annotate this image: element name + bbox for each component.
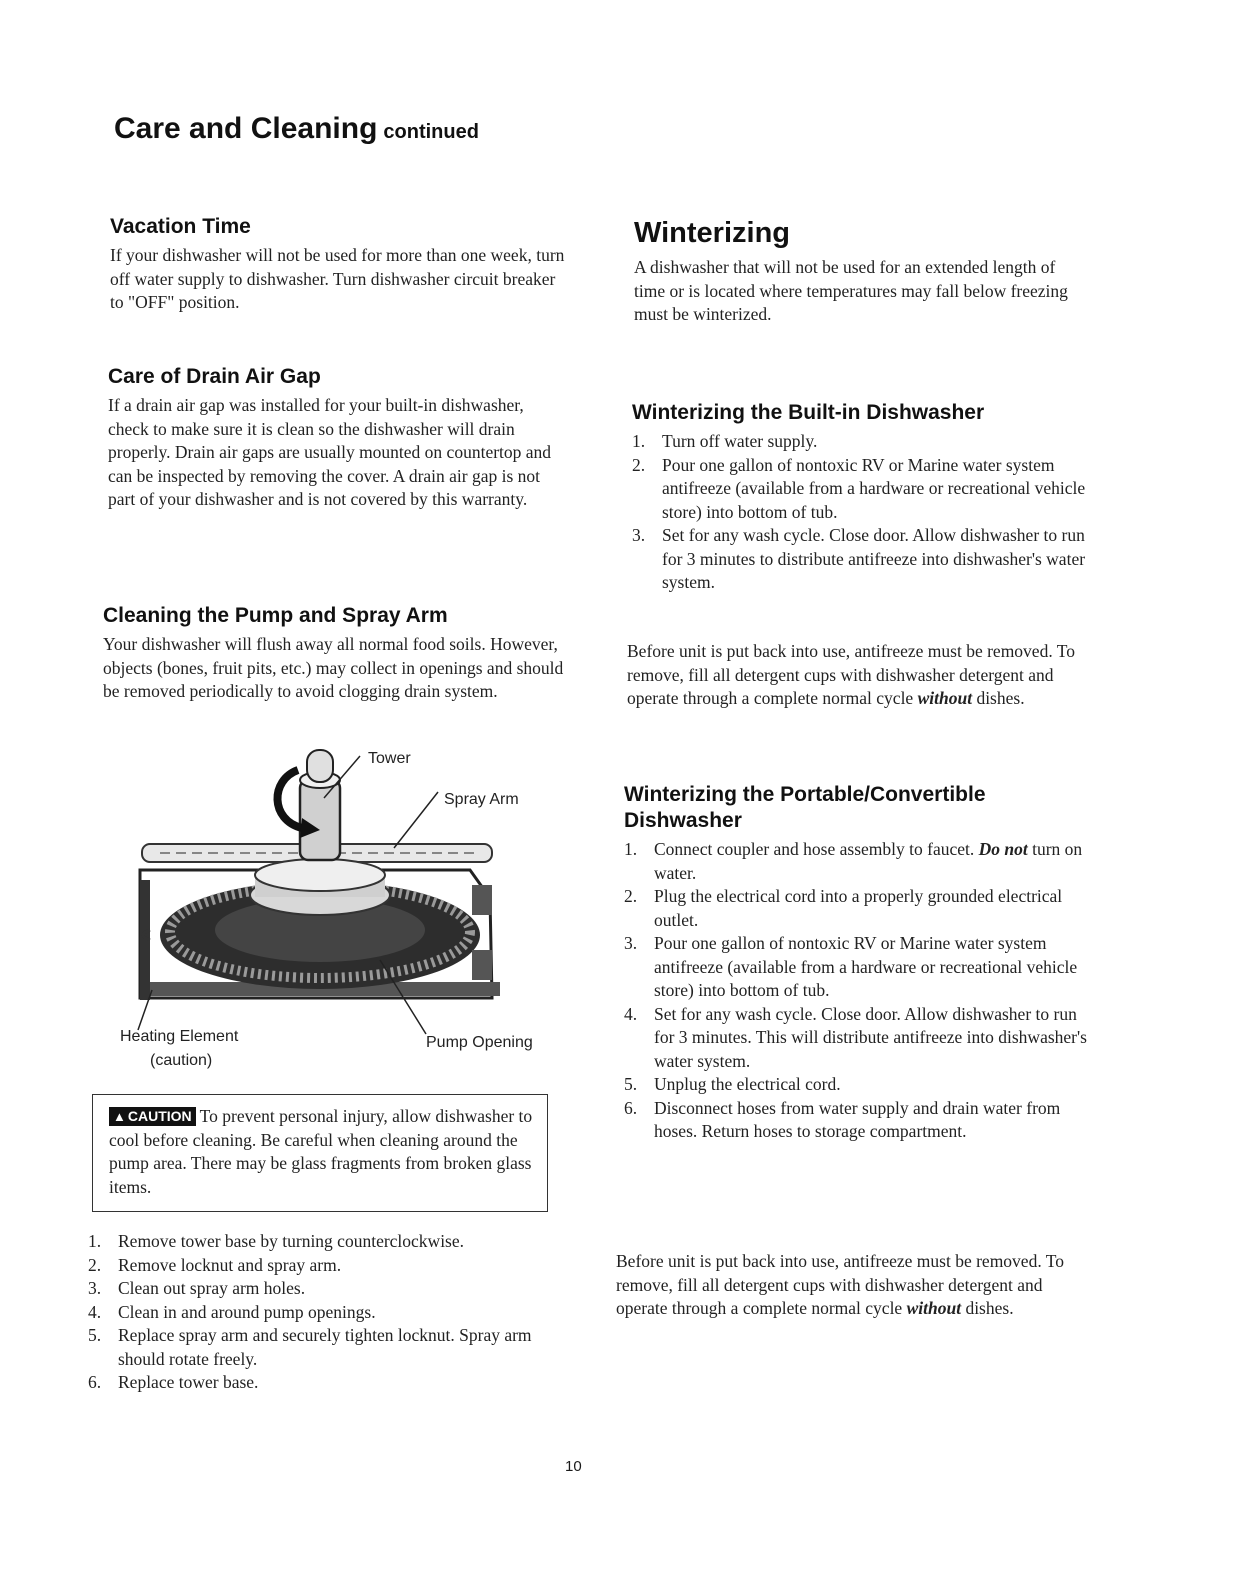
portable-heading-line1: Winterizing the Portable/Convertible [624,783,986,806]
winterizing-section [634,216,1074,327]
list-item [88,1301,568,1325]
step-number: 2. [624,886,638,906]
label-heating-element: Heating Element [120,1028,239,1045]
pump-diagram [120,740,560,1080]
step-text: Turn off water supply. [662,431,818,451]
portable-heading [624,782,1094,834]
step-number: 2. [632,454,646,475]
step-text: Remove locknut and spray arm. [118,1254,342,1275]
page-number: 10 [565,1458,582,1475]
step-emphasis: Do not [978,839,1028,859]
air-gap-heading: Care of Drain Air Gap [108,365,321,388]
step-number: 3. [632,525,646,545]
list-item [88,1371,568,1395]
rotate-arrow-icon [277,770,302,828]
label-pump-opening: Pump Opening [426,1034,533,1051]
builtin-steps-list [632,430,1102,595]
winterizing-heading: Winterizing [634,217,791,249]
label-spray-arm: Spray Arm [444,791,519,808]
portable-after-note [616,1250,1086,1321]
caution-badge-label: CAUTION [127,1108,192,1124]
portable-heading-line2: Dishwasher [624,809,742,832]
portable-section [624,782,1094,1144]
list-item [88,1277,568,1301]
step-text: Clean out spray arm holes. [118,1278,306,1298]
vacation-heading: Vacation Time [110,215,251,238]
list-item [88,1254,568,1278]
step-number: 3. [88,1278,102,1298]
step-number: 1. [632,431,646,451]
pump-heading: Cleaning the Pump and Spray Arm [103,604,448,627]
step-number: 6. [88,1372,102,1392]
step-text: Remove tower base by turning counterclockwise. [118,1231,465,1251]
step-text: Unplug the electrical cord. [654,1074,841,1094]
list-item [632,454,1102,525]
after-text-post: dishes. [976,688,1025,708]
step-text: Clean in and around pump openings. [118,1301,376,1322]
page-title [114,112,479,146]
step-text: Pour one gallon of nontoxic RV or Marine water system antifreeze (available from a hardware or recreational vehicle store) into bottom of tub. [662,454,1086,522]
caution-text: To prevent personal injury, allow dishwasher to cool before cleaning. Be careful when cleaning around the pump area. There may be glass fragments from broken glass items. [109,1106,533,1197]
builtin-after-text [627,640,1097,711]
vacation-section [110,214,570,315]
after-text-pre: Before unit is put back into use, antifreeze must be removed. To remove, fill all detergent cups with dishwasher detergent and operate through a complete normal cycle [616,1251,1064,1318]
step-text: Connect coupler and hose assembly to faucet. [654,839,975,859]
spray-arm-leader-line [394,792,438,848]
step-text: Set for any wash cycle. Close door. Allow dishwasher to run for 3 minutes. This will distribute antifreeze into dishwasher's water system. [654,1003,1087,1071]
step-number: 3. [624,933,638,953]
page-title-suffix: continued [383,121,479,143]
air-gap-text: If a drain air gap was installed for your built-in dishwasher, check to make sure it is clean so the dishwasher will drain properly. Drain air gaps are usually mounted on countertop and can be inspected by removing the cover. A drain air gap is not part of your dishwasher and is not covered by this warranty. [108,395,552,509]
step-number: 5. [624,1074,638,1094]
list-item [624,1003,1094,1074]
pump-steps [88,1228,568,1395]
air-gap-section [108,364,566,512]
builtin-after-note [627,640,1097,711]
list-item [624,885,1094,932]
list-item [624,838,1094,885]
step-text: Pour one gallon of nontoxic RV or Marine water system antifreeze (available from a hardware or recreational vehicle store) into bottom of tub. [654,933,1078,1000]
step-number: 5. [88,1325,102,1345]
list-item [624,1097,1094,1144]
warning-triangle-icon: ▲ [113,1109,126,1124]
list-item [632,524,1102,595]
builtin-heading: Winterizing the Built-in Dishwasher [632,401,985,424]
page-title-text: Care and Cleaning [114,112,378,145]
list-item [88,1230,568,1254]
pump-steps-list [88,1230,568,1395]
caution-box [92,1094,548,1212]
step-text: Disconnect hoses from water supply and drain water from hoses. Return hoses to storage compartment. [654,1097,1061,1141]
tower-shape [300,780,340,860]
pump-section [103,603,568,704]
label-tower: Tower [368,750,411,767]
step-text-rest: turn on water. [654,839,1083,883]
step-number: 4. [88,1301,102,1322]
pump-text: Your dishwasher will flush away all normal food soils. However, objects (bones, fruit pits, etc.) may collect in openings and should be removed periodically to avoid clogging drain system. [103,634,564,701]
after-text-emphasis: without [906,1298,962,1318]
list-item [624,932,1094,1003]
list-item [88,1324,568,1371]
winterizing-text: A dishwasher that will not be used for an extended length of time or is located where temperatures may fall below freezing must be winterized. [634,257,1068,324]
step-number: 4. [624,1003,638,1024]
portable-after-text [616,1250,1086,1321]
portable-steps-list [624,838,1094,1144]
step-number: 2. [88,1254,102,1275]
after-text-post: dishes. [965,1298,1014,1318]
list-item [632,430,1102,454]
after-text-emphasis: without [917,688,973,708]
caution-badge [109,1107,196,1126]
list-item [624,1073,1094,1097]
step-number: 1. [624,839,638,859]
step-number: 1. [88,1231,102,1251]
label-heating-caution: (caution) [150,1052,213,1069]
step-text: Replace tower base. [118,1372,259,1392]
step-text: Set for any wash cycle. Close door. Allow dishwasher to run for 3 minutes to distribute antifreeze into dishwasher's water system. [662,525,1086,592]
after-text-pre: Before unit is put back into use, antifreeze must be removed. To remove, fill all detergent cups with dishwasher detergent and operate through a complete normal cycle [627,641,1075,708]
builtin-section [632,400,1102,595]
step-text: Plug the electrical cord into a properly grounded electrical outlet. [654,886,1063,930]
step-text: Replace spray arm and securely tighten locknut. Spray arm should rotate freely. [118,1325,532,1369]
step-number: 6. [624,1097,638,1118]
vacation-text: If your dishwasher will not be used for more than one week, turn off water supply to dishwasher. Turn dishwasher circuit breaker to "OFF" position. [110,245,565,312]
